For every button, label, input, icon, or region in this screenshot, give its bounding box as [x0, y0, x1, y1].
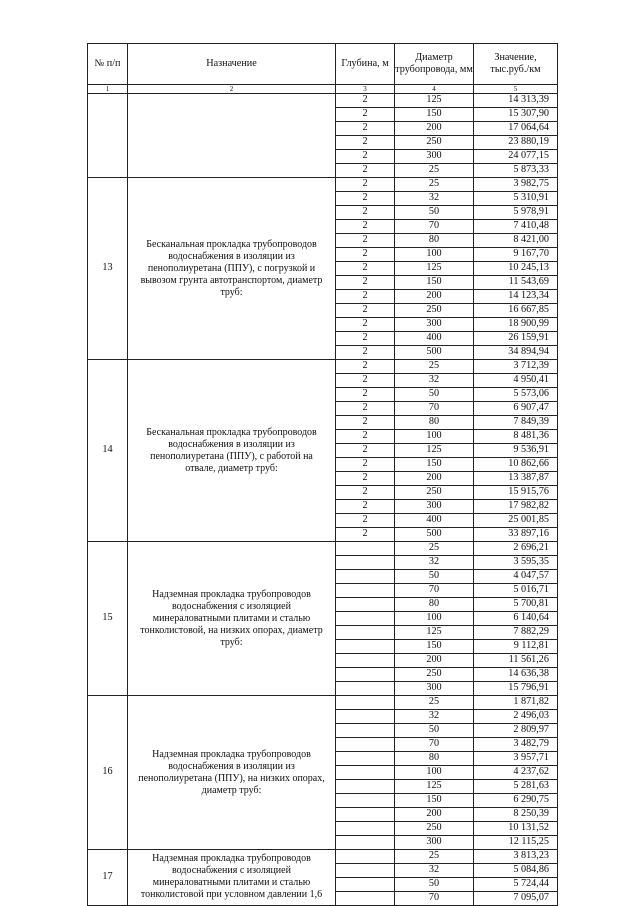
value-cell: 4 047,57 [474, 570, 558, 584]
table-row [88, 542, 558, 556]
diameter-cell: 150 [395, 108, 474, 122]
value-cell: 5 873,33 [474, 164, 558, 178]
diameter-cell: 300 [395, 500, 474, 514]
diameter-cell: 250 [395, 304, 474, 318]
value-cell: 6 140,64 [474, 612, 558, 626]
value-cell: 5 700,81 [474, 598, 558, 612]
depth-cell [336, 724, 395, 738]
diameter-cell: 150 [395, 640, 474, 654]
diameter-cell: 32 [395, 864, 474, 878]
value-cell: 8 421,00 [474, 234, 558, 248]
header-value: Значение, тыс.руб./км [474, 44, 558, 85]
diameter-cell: 125 [395, 94, 474, 108]
item-number: 14 [88, 360, 128, 542]
depth-cell: 2 [336, 164, 395, 178]
value-cell: 9 112,81 [474, 640, 558, 654]
depth-cell [336, 808, 395, 822]
value-cell: 1 871,82 [474, 696, 558, 710]
value-cell: 2 696,21 [474, 542, 558, 556]
column-number-row [88, 85, 558, 94]
diameter-cell: 250 [395, 668, 474, 682]
diameter-cell: 500 [395, 346, 474, 360]
diameter-cell: 200 [395, 808, 474, 822]
depth-cell [336, 542, 395, 556]
value-cell: 7 849,39 [474, 416, 558, 430]
value-cell: 26 159,91 [474, 332, 558, 346]
value-cell: 16 667,85 [474, 304, 558, 318]
diameter-cell: 400 [395, 332, 474, 346]
depth-cell: 2 [336, 374, 395, 388]
diameter-cell: 300 [395, 836, 474, 850]
value-cell: 15 307,90 [474, 108, 558, 122]
value-cell: 10 862,66 [474, 458, 558, 472]
item-number: 13 [88, 178, 128, 360]
diameter-cell: 50 [395, 388, 474, 402]
depth-cell: 2 [336, 94, 395, 108]
diameter-cell: 100 [395, 612, 474, 626]
value-cell: 8 481,36 [474, 430, 558, 444]
depth-cell: 2 [336, 150, 395, 164]
diameter-cell: 250 [395, 822, 474, 836]
depth-cell [336, 878, 395, 892]
depth-cell: 2 [336, 192, 395, 206]
depth-cell: 2 [336, 500, 395, 514]
value-cell: 13 387,87 [474, 472, 558, 486]
value-cell: 15 915,76 [474, 486, 558, 500]
value-cell: 12 115,25 [474, 836, 558, 850]
depth-cell: 2 [336, 360, 395, 374]
depth-cell: 2 [336, 276, 395, 290]
diameter-cell: 50 [395, 878, 474, 892]
depth-cell [336, 766, 395, 780]
depth-cell [336, 612, 395, 626]
item-purpose [128, 94, 336, 178]
diameter-cell: 80 [395, 598, 474, 612]
depth-cell: 2 [336, 262, 395, 276]
depth-cell: 2 [336, 178, 395, 192]
value-cell: 2 496,03 [474, 710, 558, 724]
item-number [88, 94, 128, 178]
diameter-cell: 50 [395, 570, 474, 584]
value-cell: 5 724,44 [474, 878, 558, 892]
value-cell: 14 636,38 [474, 668, 558, 682]
header-diameter: Диаметр трубопровода, мм [395, 44, 474, 85]
depth-cell [336, 598, 395, 612]
value-cell: 4 950,41 [474, 374, 558, 388]
depth-cell [336, 864, 395, 878]
value-cell: 9 536,91 [474, 444, 558, 458]
diameter-cell: 80 [395, 416, 474, 430]
diameter-cell: 32 [395, 192, 474, 206]
value-cell: 8 250,39 [474, 808, 558, 822]
diameter-cell: 50 [395, 206, 474, 220]
header-purpose: Назначение [128, 44, 336, 85]
value-cell: 23 880,19 [474, 136, 558, 150]
depth-cell: 2 [336, 234, 395, 248]
depth-cell [336, 738, 395, 752]
depth-cell [336, 752, 395, 766]
diameter-cell: 200 [395, 122, 474, 136]
value-cell: 3 813,23 [474, 850, 558, 864]
depth-cell: 2 [336, 206, 395, 220]
value-cell: 34 894,94 [474, 346, 558, 360]
header-row [88, 44, 558, 85]
diameter-cell: 200 [395, 472, 474, 486]
depth-cell: 2 [336, 318, 395, 332]
header-number: № п/п [88, 44, 128, 85]
diameter-cell: 100 [395, 430, 474, 444]
depth-cell [336, 696, 395, 710]
depth-cell [336, 654, 395, 668]
table-row [88, 178, 558, 192]
diameter-cell: 200 [395, 290, 474, 304]
value-cell: 6 907,47 [474, 402, 558, 416]
depth-cell: 2 [336, 290, 395, 304]
depth-cell [336, 794, 395, 808]
depth-cell: 2 [336, 304, 395, 318]
column-number: 5 [474, 85, 558, 94]
diameter-cell: 25 [395, 542, 474, 556]
depth-cell: 2 [336, 248, 395, 262]
diameter-cell: 32 [395, 710, 474, 724]
value-cell: 2 809,97 [474, 724, 558, 738]
value-cell: 11 561,26 [474, 654, 558, 668]
value-cell: 10 245,13 [474, 262, 558, 276]
depth-cell: 2 [336, 416, 395, 430]
value-cell: 15 796,91 [474, 682, 558, 696]
diameter-cell: 200 [395, 654, 474, 668]
diameter-cell: 70 [395, 402, 474, 416]
value-cell: 5 310,91 [474, 192, 558, 206]
value-cell: 3 482,79 [474, 738, 558, 752]
diameter-cell: 50 [395, 724, 474, 738]
table-row [88, 696, 558, 710]
value-cell: 9 167,70 [474, 248, 558, 262]
depth-cell [336, 892, 395, 906]
item-purpose: Бесканальная прокладка трубопроводов водоснабжения в изоляции из пенополиуретана (ППУ), с работой на отвале, диаметр труб: [128, 360, 336, 542]
depth-cell: 2 [336, 514, 395, 528]
depth-cell: 2 [336, 528, 395, 542]
depth-cell [336, 626, 395, 640]
value-cell: 10 131,52 [474, 822, 558, 836]
diameter-cell: 125 [395, 626, 474, 640]
diameter-cell: 80 [395, 752, 474, 766]
depth-cell: 2 [336, 346, 395, 360]
diameter-cell: 125 [395, 262, 474, 276]
diameter-cell: 300 [395, 150, 474, 164]
diameter-cell: 100 [395, 248, 474, 262]
item-number: 16 [88, 696, 128, 850]
depth-cell [336, 836, 395, 850]
value-cell: 7 095,07 [474, 892, 558, 906]
value-cell: 7 410,48 [474, 220, 558, 234]
depth-cell [336, 668, 395, 682]
value-cell: 3 957,71 [474, 752, 558, 766]
value-cell: 6 290,75 [474, 794, 558, 808]
depth-cell: 2 [336, 220, 395, 234]
diameter-cell: 150 [395, 458, 474, 472]
diameter-cell: 70 [395, 738, 474, 752]
diameter-cell: 25 [395, 164, 474, 178]
diameter-cell: 70 [395, 220, 474, 234]
depth-cell [336, 780, 395, 794]
table-row [88, 850, 558, 864]
value-cell: 17 982,82 [474, 500, 558, 514]
diameter-cell: 32 [395, 374, 474, 388]
column-number: 2 [128, 85, 336, 94]
item-purpose: Надземная прокладка трубопроводов водоснабжения с изоляцией минераловатными плитами и сталью тонколистовой при условном давлении 1,6 [128, 850, 336, 906]
diameter-cell: 300 [395, 318, 474, 332]
diameter-cell: 25 [395, 178, 474, 192]
depth-cell: 2 [336, 108, 395, 122]
item-number: 15 [88, 542, 128, 696]
value-cell: 11 543,69 [474, 276, 558, 290]
table-body [88, 94, 558, 906]
header-depth: Глубина, м [336, 44, 395, 85]
column-number: 3 [336, 85, 395, 94]
depth-cell [336, 822, 395, 836]
diameter-cell: 250 [395, 486, 474, 500]
depth-cell: 2 [336, 486, 395, 500]
column-number: 1 [88, 85, 128, 94]
value-cell: 5 084,86 [474, 864, 558, 878]
depth-cell: 2 [336, 122, 395, 136]
diameter-cell: 70 [395, 584, 474, 598]
depth-cell [336, 710, 395, 724]
value-cell: 18 900,99 [474, 318, 558, 332]
diameter-cell: 32 [395, 556, 474, 570]
depth-cell: 2 [336, 458, 395, 472]
diameter-cell: 150 [395, 794, 474, 808]
value-cell: 3 712,39 [474, 360, 558, 374]
depth-cell: 2 [336, 430, 395, 444]
value-cell: 3 595,35 [474, 556, 558, 570]
item-purpose: Бесканальная прокладка трубопроводов водоснабжения в изоляции из пенополиуретана (ППУ), с погрузкой и вывозом грунта автотранспортом, диаметр труб: [128, 178, 336, 360]
depth-cell [336, 850, 395, 864]
price-table [87, 43, 558, 906]
depth-cell: 2 [336, 136, 395, 150]
diameter-cell: 125 [395, 444, 474, 458]
diameter-cell: 80 [395, 234, 474, 248]
diameter-cell: 400 [395, 514, 474, 528]
value-cell: 25 001,85 [474, 514, 558, 528]
item-purpose: Надземная прокладка трубопроводов водоснабжения с изоляцией минераловатными плитами и сталью тонколистовой, на низких опорах, диаметр труб: [128, 542, 336, 696]
value-cell: 5 281,63 [474, 780, 558, 794]
table-row [88, 94, 558, 108]
value-cell: 3 982,75 [474, 178, 558, 192]
value-cell: 17 064,64 [474, 122, 558, 136]
diameter-cell: 125 [395, 780, 474, 794]
diameter-cell: 70 [395, 892, 474, 906]
diameter-cell: 150 [395, 276, 474, 290]
diameter-cell: 250 [395, 136, 474, 150]
diameter-cell: 100 [395, 766, 474, 780]
item-number: 17 [88, 850, 128, 906]
value-cell: 5 573,06 [474, 388, 558, 402]
depth-cell [336, 682, 395, 696]
value-cell: 14 313,39 [474, 94, 558, 108]
depth-cell [336, 556, 395, 570]
diameter-cell: 300 [395, 682, 474, 696]
depth-cell [336, 584, 395, 598]
value-cell: 14 123,34 [474, 290, 558, 304]
depth-cell [336, 570, 395, 584]
column-number: 4 [395, 85, 474, 94]
diameter-cell: 25 [395, 360, 474, 374]
diameter-cell: 500 [395, 528, 474, 542]
value-cell: 7 882,29 [474, 626, 558, 640]
depth-cell: 2 [336, 332, 395, 346]
value-cell: 24 077,15 [474, 150, 558, 164]
value-cell: 4 237,62 [474, 766, 558, 780]
item-purpose: Надземная прокладка трубопроводов водоснабжения в изоляции из пенополиуретана (ППУ), на низких опорах, диаметр труб: [128, 696, 336, 850]
diameter-cell: 25 [395, 850, 474, 864]
value-cell: 5 016,71 [474, 584, 558, 598]
value-cell: 33 897,16 [474, 528, 558, 542]
table-row [88, 360, 558, 374]
depth-cell [336, 640, 395, 654]
depth-cell: 2 [336, 402, 395, 416]
depth-cell: 2 [336, 444, 395, 458]
value-cell: 5 978,91 [474, 206, 558, 220]
depth-cell: 2 [336, 472, 395, 486]
diameter-cell: 25 [395, 696, 474, 710]
depth-cell: 2 [336, 388, 395, 402]
